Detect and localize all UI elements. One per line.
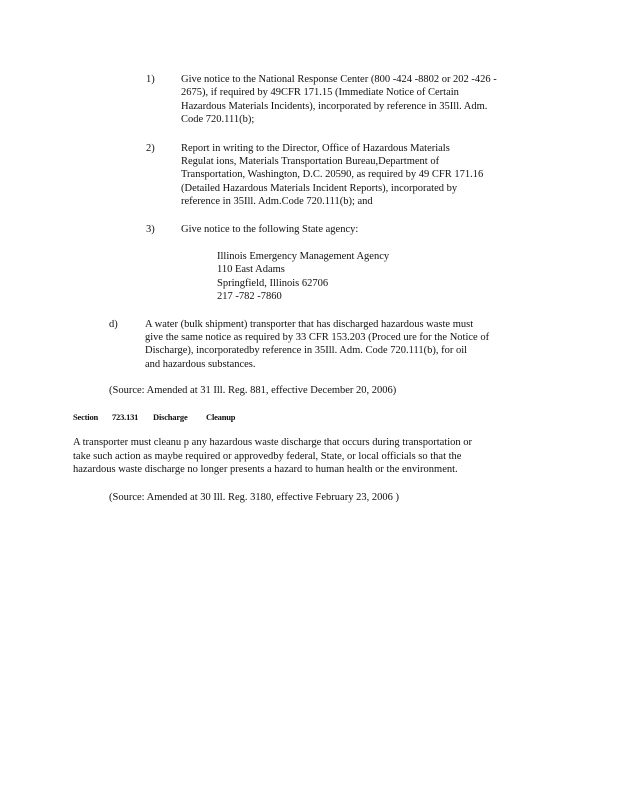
- section-title-word-2: Cleanup: [206, 412, 236, 422]
- item-d-line-4: and hazardous substances.: [145, 359, 256, 370]
- section-number: 723.131: [112, 412, 139, 422]
- address-line-4: 217 -782 -7860: [217, 291, 282, 302]
- address-line-2: 110 East Adams: [217, 264, 285, 275]
- item-2-line-5: reference in 35Ill. Adm.Code 720.111(b); and: [181, 196, 373, 207]
- item-2-line-4: (Detailed Hazardous Materials Incident Reports), incorporated by: [181, 183, 458, 194]
- item-2-line-1: Report in writing to the Director, Office of Hazardous Materials: [181, 143, 450, 154]
- source-note-1: (Source: Amended at 31 Ill. Reg. 881, effective December 20, 2006): [109, 385, 397, 396]
- item-1-line-2: 2675), if required by 49CFR 171.15 (Immediate Notice of Certain: [181, 87, 459, 98]
- section-body-line-2: take such action as maybe required or approvedby federal, State, or local officials so that the: [73, 451, 462, 462]
- source-note-2: (Source: Amended at 30 Ill. Reg. 3180, effective February 23, 2006 ): [109, 492, 399, 503]
- section-title-word-1: Discharge: [153, 412, 188, 422]
- item-2-line-2: Regulat ions, Materials Transportation Bureau,Department of: [181, 156, 440, 167]
- section-label: Section: [73, 412, 99, 422]
- item-d-marker: d): [109, 319, 118, 330]
- address-line-3: Springfield, Illinois 62706: [217, 278, 329, 289]
- item-1-line-3: Hazardous Materials Incidents), incorporated by reference in 35Ill. Adm.: [181, 101, 488, 112]
- item-1-marker: 1): [146, 74, 155, 85]
- item-d-line-2: give the same notice as required by 33 CFR 153.203 (Proced ure for the Notice of: [145, 332, 490, 343]
- address-line-1: Illinois Emergency Management Agency: [217, 251, 390, 262]
- item-d-line-1: A water (bulk shipment) transporter that has discharged hazardous waste must: [145, 319, 474, 330]
- item-3-marker: 3): [146, 224, 155, 235]
- section-heading: [73, 412, 273, 424]
- item-1-line-1: Give notice to the National Response Center (800 -424 -8802 or 202 -426 -: [181, 74, 497, 85]
- item-3-line-1: Give notice to the following State agency:: [181, 224, 359, 235]
- item-2-line-3: Transportation, Washington, D.C. 20590, as required by 49 CFR 171.16: [181, 169, 484, 180]
- item-d-line-3: Discharge), incorporatedby reference in 35Ill. Adm. Code 720.111(b), for oil: [145, 345, 468, 356]
- item-1-line-4: Code 720.111(b);: [181, 114, 255, 125]
- item-2-marker: 2): [146, 143, 155, 154]
- section-body-line-3: hazardous waste discharge no longer presents a hazard to human health or the environment.: [73, 464, 458, 475]
- section-body-line-1: A transporter must cleanu p any hazardous waste discharge that occurs during transportation or: [73, 437, 472, 448]
